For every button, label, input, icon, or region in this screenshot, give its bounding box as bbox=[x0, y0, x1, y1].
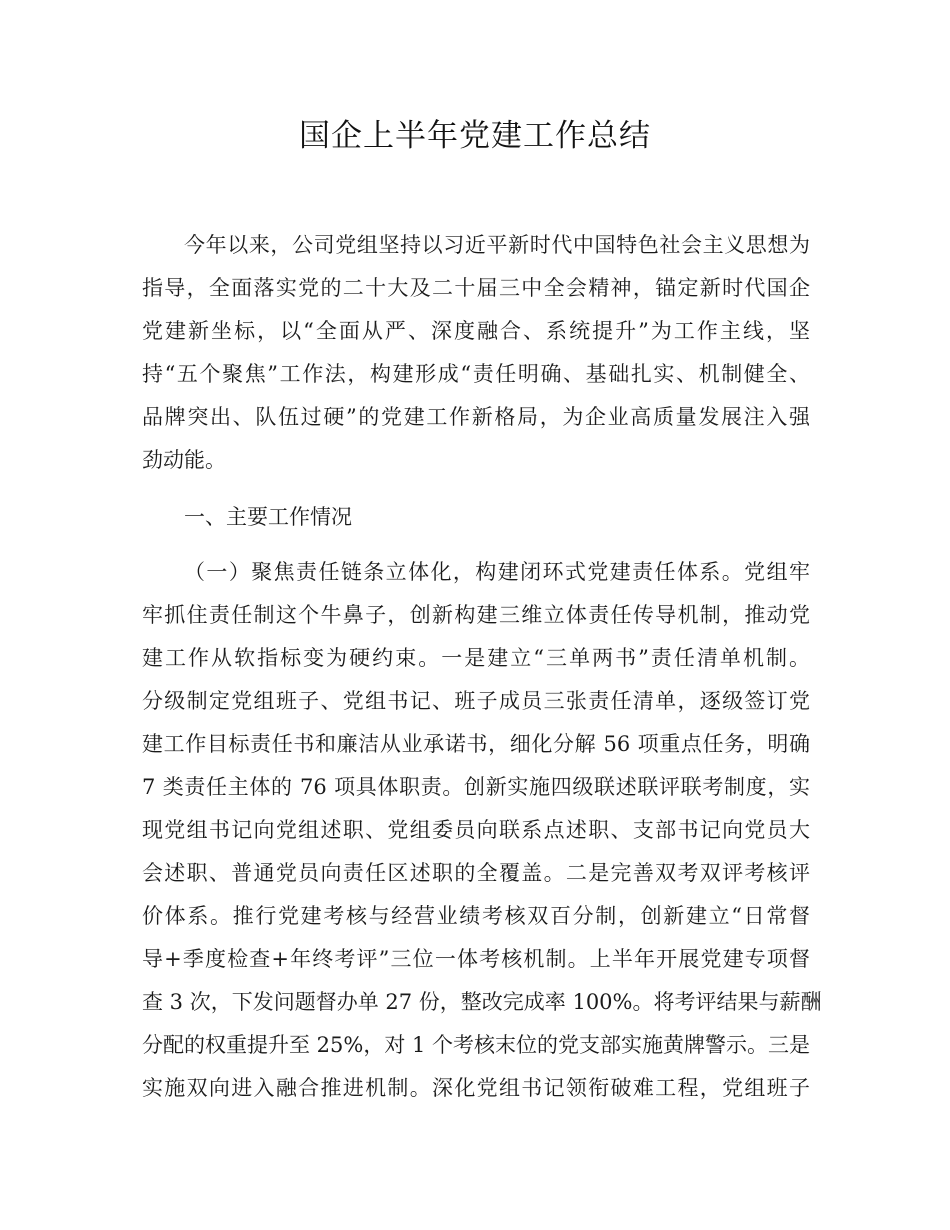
section-line: 建工作从软指标变为硬约束。一是建立“三单两书”责任清单机制。 bbox=[142, 646, 810, 670]
section-line: 会述职、普通党员向责任区述职的全覆盖。二是完善双考双评考核评 bbox=[142, 861, 810, 885]
section-line: 建工作目标责任书和廉洁从业承诺书，细化分解 56 项重点任务，明确 bbox=[142, 732, 810, 756]
section-line: 现党组书记向党组述职、党组委员向联系点述职、支部书记向党员大 bbox=[142, 818, 810, 842]
intro-line: 劲动能。 bbox=[142, 448, 226, 472]
section-line: 7 类责任主体的 76 项具体职责。创新实施四级联述联评联考制度，实 bbox=[142, 775, 810, 799]
section-line: 分级制定党组班子、党组书记、班子成员三张责任清单，逐级签订党 bbox=[142, 689, 810, 713]
intro-line: 今年以来，公司党组坚持以习近平新时代中国特色社会主义思想为 bbox=[184, 233, 810, 257]
intro-line: 持“五个聚焦”工作法，构建形成“责任明确、基础扎实、机制健全、 bbox=[142, 362, 810, 386]
section-line: （一）聚焦责任链条立体化，构建闭环式党建责任体系。党组牢 bbox=[184, 560, 810, 584]
intro-line: 指导，全面落实党的二十大及二十届三中全会精神，锚定新时代国企 bbox=[142, 276, 810, 300]
section-line: 导+季度检查+年终考评”三位一体考核机制。上半年开展党建专项督 bbox=[142, 947, 810, 971]
intro-line: 党建新坐标，以“全面从严、深度融合、系统提升”为工作主线，坚 bbox=[142, 319, 810, 343]
section-line: 牢抓住责任制这个牛鼻子，创新构建三维立体责任传导机制，推动党 bbox=[142, 603, 810, 627]
section-heading: 一、主要工作情况 bbox=[184, 505, 352, 529]
document-title: 国企上半年党建工作总结 bbox=[299, 118, 651, 154]
section-line: 实施双向进入融合推进机制。深化党组书记领衔破难工程，党组班子 bbox=[142, 1076, 810, 1100]
section-line: 查 3 次，下发问题督办单 27 份，整改完成率 100%。将考评结果与薪酬 bbox=[142, 990, 822, 1014]
section-line: 价体系。推行党建考核与经营业绩考核双百分制，创新建立“日常督 bbox=[142, 904, 810, 928]
section-line: 分配的权重提升至 25%，对 1 个考核末位的党支部实施黄牌警示。三是 bbox=[142, 1033, 811, 1057]
intro-line: 品牌突出、队伍过硬”的党建工作新格局，为企业高质量发展注入强 bbox=[142, 405, 810, 429]
